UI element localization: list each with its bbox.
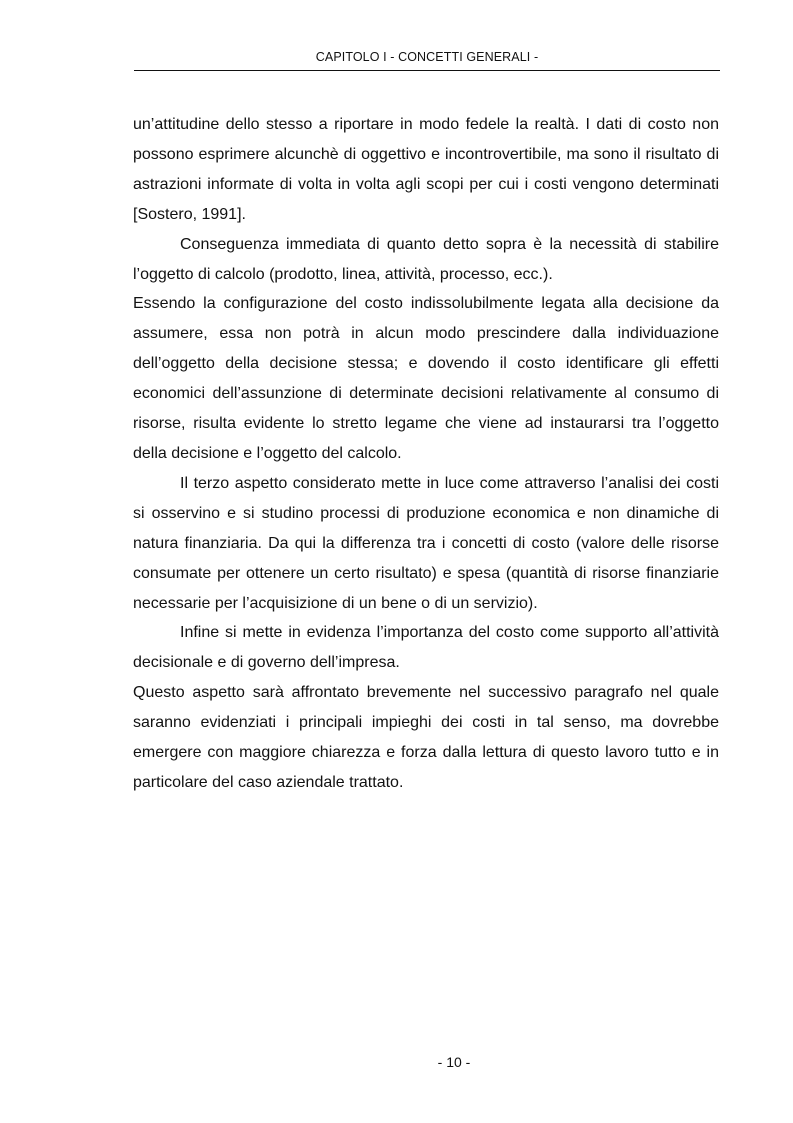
paragraph-importance: Infine si mette in evidenza l’importanza del costo come supporto all’attività decisionale e di governo dell’impresa. [133, 624, 719, 672]
paragraph-conclusion: Questo aspetto sarà affrontato brevemente nel successivo paragrafo nel quale saranno evidenziati i principali impieghi dei costi in tal senso, ma dovrebbe emergere con maggiore chiarezza e forza dalla lettura di questo lavoro tutto e in particolare del caso aziendale trattato. [133, 684, 719, 791]
paragraph-configuration: Essendo la configurazione del costo indissolubilmente legata alla decisione da assumere, essa non potrà in alcun modo prescindere dalla individuazione dell’oggetto della decisione stessa; e dovendo il costo identificare gli effetti economici dell’assunzione di determinate decisioni relativamente al consumo di risorse, risulta evidente lo stretto legame che viene ad instaurarsi tra l’oggetto della decisione e l’oggetto del calcolo. [133, 295, 719, 462]
paragraph-continuation: un’attitudine dello stesso a riportare in modo fedele la realtà. I dati di costo non possono esprimere alcunchè di oggettivo e incontrovertibile, ma sono il risultato di astrazioni informate di volta in volta agli scopi per cui i costi vengono determinati [Sostero, 1991]. [133, 116, 719, 223]
header-rule [134, 70, 720, 71]
running-header: CAPITOLO I - CONCETTI GENERALI - [315, 50, 539, 64]
page-number: - 10 - [437, 1054, 471, 1070]
paragraph-object-of-calculation: Conseguenza immediata di quanto detto sopra è la necessità di stabilire l’oggetto di calcolo (prodotto, linea, attività, processo, ecc.). [133, 235, 719, 283]
paragraph-third-aspect: Il terzo aspetto considerato mette in luce come attraverso l’analisi dei costi si osservino e si studino processi di produzione economica e non dinamiche di natura finanziaria. Da qui la differenza tra i concetti di costo (valore delle risorse consumate per ottenere un certo risultato) e spesa (quantità di risorse finanziarie necessarie per l’acquisizione di un bene o di un servizio). [133, 474, 719, 612]
body-text [133, 110, 719, 798]
